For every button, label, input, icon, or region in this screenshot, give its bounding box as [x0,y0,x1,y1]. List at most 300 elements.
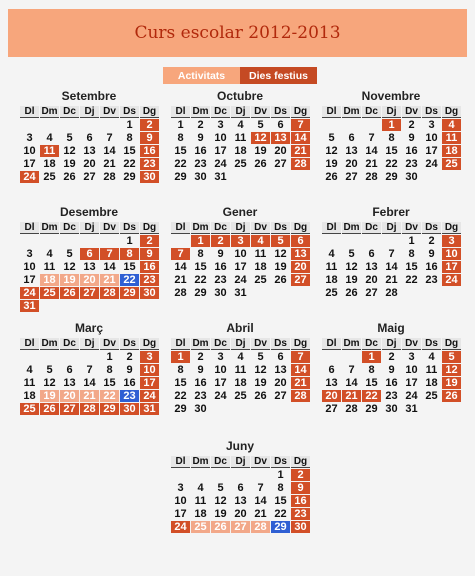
day-cell[interactable]: 1 [408,235,415,247]
day-cell[interactable]: 5 [348,248,355,260]
day-cell[interactable]: 14 [103,261,116,273]
day-cell[interactable]: 12 [345,261,358,273]
day-cell[interactable]: 1 [382,119,401,131]
day-cell[interactable]: 11 [254,248,267,260]
day-cell[interactable]: 24 [234,274,247,286]
day-cell[interactable]: 19 [345,274,358,286]
day-cell[interactable]: 18 [325,274,338,286]
day-cell[interactable]: 15 [174,377,187,389]
day-cell[interactable]: 17 [140,377,159,389]
day-cell[interactable]: 13 [274,364,287,376]
day-cell[interactable]: 20 [234,508,247,520]
day-cell[interactable]: 15 [123,261,136,273]
day-cell[interactable]: 21 [385,274,398,286]
day-cell[interactable]: 7 [257,482,264,494]
day-cell[interactable]: 1 [362,351,381,363]
day-cell[interactable]: 24 [442,274,461,286]
day-cell[interactable]: 5 [328,132,335,144]
day-cell[interactable]: 12 [63,145,76,157]
day-cell[interactable]: 11 [234,364,247,376]
day-cell[interactable]: 12 [254,364,267,376]
day-cell[interactable]: 12 [274,248,287,260]
day-cell[interactable]: 3 [408,351,415,363]
day-cell[interactable]: 20 [365,274,378,286]
day-cell[interactable]: 5 [257,119,264,131]
day-cell[interactable]: 23 [214,274,227,286]
day-cell[interactable]: 16 [194,377,207,389]
day-cell[interactable]: 15 [174,145,187,157]
day-cell[interactable]: 24 [20,287,39,299]
day-cell[interactable]: 28 [174,287,187,299]
day-cell[interactable]: 31 [214,171,227,183]
day-cell[interactable]: 26 [60,287,79,299]
day-cell[interactable]: 29 [120,287,139,299]
day-cell[interactable]: 23 [385,390,398,402]
day-cell[interactable]: 12 [214,495,227,507]
day-cell[interactable]: 25 [254,274,267,286]
day-cell[interactable]: 27 [274,390,287,402]
day-cell[interactable]: 28 [385,287,398,299]
day-cell[interactable]: 18 [194,508,207,520]
day-cell[interactable]: 21 [254,508,267,520]
day-cell[interactable]: 23 [120,390,139,402]
day-cell[interactable]: 21 [80,390,99,402]
day-cell[interactable]: 10 [140,364,159,376]
day-cell[interactable]: 4 [251,235,270,247]
day-cell[interactable]: 26 [63,171,76,183]
day-cell[interactable]: 22 [385,158,398,170]
day-cell[interactable]: 25 [234,390,247,402]
day-cell[interactable]: 5 [442,351,461,363]
day-cell[interactable]: 30 [194,403,207,415]
day-cell[interactable]: 11 [234,132,247,144]
day-cell[interactable]: 2 [388,351,395,363]
day-cell[interactable]: 18 [442,145,461,157]
day-cell[interactable]: 25 [442,158,461,170]
day-cell[interactable]: 29 [271,521,290,533]
day-cell[interactable]: 8 [277,482,284,494]
day-cell[interactable]: 30 [291,521,310,533]
day-cell[interactable]: 17 [405,377,418,389]
day-cell[interactable]: 1 [106,351,113,363]
day-cell[interactable]: 25 [20,403,39,415]
day-cell[interactable]: 19 [442,377,461,389]
day-cell[interactable]: 7 [291,119,310,131]
day-cell[interactable]: 24 [405,390,418,402]
day-cell[interactable]: 14 [103,145,116,157]
day-cell[interactable]: 17 [174,508,187,520]
day-cell[interactable]: 15 [274,495,287,507]
day-cell[interactable]: 10 [214,364,227,376]
day-cell[interactable]: 16 [425,261,438,273]
day-cell[interactable]: 14 [291,364,310,376]
day-cell[interactable]: 14 [291,132,310,144]
day-cell[interactable]: 3 [26,132,33,144]
day-cell[interactable]: 17 [214,377,227,389]
day-cell[interactable]: 8 [106,364,113,376]
day-cell[interactable]: 13 [83,261,96,273]
day-cell[interactable]: 31 [20,300,39,312]
day-cell[interactable]: 9 [388,364,395,376]
day-cell[interactable]: 2 [428,235,435,247]
day-cell[interactable]: 30 [140,287,159,299]
day-cell[interactable]: 26 [254,158,267,170]
day-cell[interactable]: 19 [254,377,267,389]
day-cell[interactable]: 24 [20,171,39,183]
day-cell[interactable]: 11 [40,145,59,157]
day-cell[interactable]: 31 [405,403,418,415]
day-cell[interactable]: 5 [46,364,53,376]
day-cell[interactable]: 4 [237,351,244,363]
day-cell[interactable]: 15 [405,261,418,273]
day-cell[interactable]: 1 [171,351,190,363]
day-cell[interactable]: 16 [405,145,418,157]
day-cell[interactable]: 2 [211,235,230,247]
day-cell[interactable]: 18 [43,158,56,170]
day-cell[interactable]: 9 [428,248,435,260]
day-cell[interactable]: 24 [214,390,227,402]
day-cell[interactable]: 18 [40,274,59,286]
day-cell[interactable]: 14 [83,377,96,389]
day-cell[interactable]: 26 [345,287,358,299]
day-cell[interactable]: 9 [217,248,224,260]
day-cell[interactable]: 9 [140,132,159,144]
day-cell[interactable]: 24 [140,390,159,402]
day-cell[interactable]: 30 [214,287,227,299]
day-cell[interactable]: 25 [325,287,338,299]
day-cell[interactable]: 27 [80,287,99,299]
day-cell[interactable]: 22 [274,508,287,520]
day-cell[interactable]: 26 [442,390,461,402]
day-cell[interactable]: 20 [80,274,99,286]
day-cell[interactable]: 12 [251,132,270,144]
day-cell[interactable]: 10 [405,364,418,376]
day-cell[interactable]: 14 [365,145,378,157]
day-cell[interactable]: 26 [325,171,338,183]
day-cell[interactable]: 21 [174,274,187,286]
day-cell[interactable]: 23 [425,274,438,286]
day-cell[interactable]: 22 [194,274,207,286]
day-cell[interactable]: 27 [345,171,358,183]
day-cell[interactable]: 2 [197,119,204,131]
tab-activitats[interactable]: Activitats [163,67,240,84]
day-cell[interactable]: 5 [66,248,73,260]
day-cell[interactable]: 24 [214,158,227,170]
day-cell[interactable]: 22 [405,274,418,286]
day-cell[interactable]: 21 [291,377,310,389]
day-cell[interactable]: 8 [177,364,184,376]
day-cell[interactable]: 16 [291,495,310,507]
day-cell[interactable]: 9 [126,364,133,376]
day-cell[interactable]: 21 [103,158,116,170]
day-cell[interactable]: 19 [274,261,287,273]
day-cell[interactable]: 28 [103,171,116,183]
day-cell[interactable]: 14 [385,261,398,273]
day-cell[interactable]: 18 [234,377,247,389]
day-cell[interactable]: 11 [442,132,461,144]
day-cell[interactable]: 28 [345,403,358,415]
day-cell[interactable]: 8 [197,248,204,260]
day-cell[interactable]: 13 [325,377,338,389]
day-cell[interactable]: 14 [345,377,358,389]
day-cell[interactable]: 19 [325,158,338,170]
day-cell[interactable]: 31 [140,403,159,415]
day-cell[interactable]: 25 [234,158,247,170]
day-cell[interactable]: 7 [106,132,113,144]
day-cell[interactable]: 8 [388,132,395,144]
day-cell[interactable]: 3 [428,119,435,131]
day-cell[interactable]: 7 [171,248,190,260]
day-cell[interactable]: 22 [174,158,187,170]
day-cell[interactable]: 15 [103,377,116,389]
day-cell[interactable]: 28 [251,521,270,533]
day-cell[interactable]: 30 [120,403,139,415]
day-cell[interactable]: 17 [23,158,36,170]
day-cell[interactable]: 6 [348,132,355,144]
day-cell[interactable]: 29 [123,171,136,183]
day-cell[interactable]: 22 [120,274,139,286]
day-cell[interactable]: 11 [325,261,338,273]
day-cell[interactable]: 13 [83,145,96,157]
day-cell[interactable]: 10 [23,261,36,273]
day-cell[interactable]: 6 [291,235,310,247]
day-cell[interactable]: 2 [408,119,415,131]
day-cell[interactable]: 17 [23,274,36,286]
day-cell[interactable]: 27 [231,521,250,533]
day-cell[interactable]: 14 [254,495,267,507]
day-cell[interactable]: 7 [368,132,375,144]
day-cell[interactable]: 4 [328,248,335,260]
day-cell[interactable]: 10 [23,145,36,157]
day-cell[interactable]: 2 [291,469,310,481]
day-cell[interactable]: 10 [425,132,438,144]
day-cell[interactable]: 27 [365,287,378,299]
day-cell[interactable]: 9 [408,132,415,144]
day-cell[interactable]: 29 [385,171,398,183]
day-cell[interactable]: 4 [442,119,461,131]
day-cell[interactable]: 20 [274,145,287,157]
day-cell[interactable]: 30 [385,403,398,415]
day-cell[interactable]: 11 [23,377,36,389]
day-cell[interactable]: 14 [174,261,187,273]
day-cell[interactable]: 13 [234,495,247,507]
day-cell[interactable]: 28 [291,390,310,402]
day-cell[interactable]: 15 [123,145,136,157]
day-cell[interactable]: 17 [442,261,461,273]
day-cell[interactable]: 1 [126,119,133,131]
day-cell[interactable]: 16 [194,145,207,157]
day-cell[interactable]: 29 [174,403,187,415]
day-cell[interactable]: 13 [271,132,290,144]
day-cell[interactable]: 3 [140,351,159,363]
day-cell[interactable]: 12 [63,261,76,273]
day-cell[interactable]: 24 [425,158,438,170]
day-cell[interactable]: 10 [174,495,187,507]
day-cell[interactable]: 5 [271,235,290,247]
day-cell[interactable]: 25 [43,171,56,183]
day-cell[interactable]: 21 [291,145,310,157]
day-cell[interactable]: 4 [237,119,244,131]
day-cell[interactable]: 13 [365,261,378,273]
day-cell[interactable]: 27 [274,158,287,170]
day-cell[interactable]: 3 [177,482,184,494]
day-cell[interactable]: 16 [385,377,398,389]
day-cell[interactable]: 10 [442,248,461,260]
day-cell[interactable]: 17 [425,145,438,157]
day-cell[interactable]: 28 [100,287,119,299]
day-cell[interactable]: 7 [388,248,395,260]
day-cell[interactable]: 6 [80,248,99,260]
day-cell[interactable]: 21 [365,158,378,170]
day-cell[interactable]: 22 [174,390,187,402]
day-cell[interactable]: 23 [405,158,418,170]
day-cell[interactable]: 6 [277,351,284,363]
day-cell[interactable]: 6 [237,482,244,494]
day-cell[interactable]: 16 [123,377,136,389]
day-cell[interactable]: 19 [214,508,227,520]
day-cell[interactable]: 16 [140,261,159,273]
day-cell[interactable]: 2 [140,235,159,247]
day-cell[interactable]: 22 [100,390,119,402]
day-cell[interactable]: 28 [80,403,99,415]
day-cell[interactable]: 30 [405,171,418,183]
day-cell[interactable]: 8 [408,248,415,260]
day-cell[interactable]: 10 [214,132,227,144]
day-cell[interactable]: 1 [126,235,133,247]
day-cell[interactable]: 9 [291,482,310,494]
day-cell[interactable]: 11 [425,364,438,376]
day-cell[interactable]: 26 [211,521,230,533]
day-cell[interactable]: 2 [126,351,133,363]
day-cell[interactable]: 5 [257,351,264,363]
day-cell[interactable]: 1 [277,469,284,481]
day-cell[interactable]: 8 [177,132,184,144]
day-cell[interactable]: 29 [365,403,378,415]
day-cell[interactable]: 22 [362,390,381,402]
day-cell[interactable]: 23 [140,274,159,286]
day-cell[interactable]: 12 [442,364,461,376]
day-cell[interactable]: 6 [86,132,93,144]
day-cell[interactable]: 8 [126,132,133,144]
day-cell[interactable]: 7 [291,351,310,363]
day-cell[interactable]: 25 [425,390,438,402]
day-cell[interactable]: 6 [277,119,284,131]
day-cell[interactable]: 7 [86,364,93,376]
day-cell[interactable]: 19 [63,158,76,170]
day-cell[interactable]: 24 [171,521,190,533]
day-cell[interactable]: 19 [60,274,79,286]
day-cell[interactable]: 6 [328,364,335,376]
day-cell[interactable]: 29 [174,171,187,183]
day-cell[interactable]: 9 [197,364,204,376]
day-cell[interactable]: 26 [254,390,267,402]
day-cell[interactable]: 1 [191,235,210,247]
day-cell[interactable]: 26 [274,274,287,286]
day-cell[interactable]: 30 [194,171,207,183]
day-cell[interactable]: 3 [231,235,250,247]
day-cell[interactable]: 18 [234,145,247,157]
day-cell[interactable]: 9 [197,132,204,144]
day-cell[interactable]: 3 [442,235,461,247]
day-cell[interactable]: 16 [140,145,159,157]
day-cell[interactable]: 16 [214,261,227,273]
day-cell[interactable]: 25 [40,287,59,299]
day-cell[interactable]: 20 [274,377,287,389]
day-cell[interactable]: 27 [291,274,310,286]
day-cell[interactable]: 22 [123,158,136,170]
day-cell[interactable]: 25 [191,521,210,533]
day-cell[interactable]: 26 [40,403,59,415]
day-cell[interactable]: 31 [234,287,247,299]
day-cell[interactable]: 27 [60,403,79,415]
day-cell[interactable]: 23 [140,158,159,170]
day-cell[interactable]: 8 [368,364,375,376]
day-cell[interactable]: 19 [40,390,59,402]
day-cell[interactable]: 6 [66,364,73,376]
day-cell[interactable]: 17 [214,145,227,157]
day-cell[interactable]: 23 [194,390,207,402]
day-cell[interactable]: 18 [425,377,438,389]
day-cell[interactable]: 20 [291,261,310,273]
day-cell[interactable]: 27 [83,171,96,183]
day-cell[interactable]: 12 [325,145,338,157]
day-cell[interactable]: 11 [194,495,207,507]
day-cell[interactable]: 4 [428,351,435,363]
day-cell[interactable]: 23 [194,158,207,170]
day-cell[interactable]: 4 [197,482,204,494]
day-cell[interactable]: 6 [368,248,375,260]
day-cell[interactable]: 4 [26,364,33,376]
day-cell[interactable]: 10 [234,248,247,260]
day-cell[interactable]: 15 [194,261,207,273]
day-cell[interactable]: 8 [120,248,139,260]
day-cell[interactable]: 23 [291,508,310,520]
day-cell[interactable]: 1 [177,119,184,131]
day-cell[interactable]: 5 [66,132,73,144]
day-cell[interactable]: 4 [46,248,53,260]
day-cell[interactable]: 2 [140,119,159,131]
day-cell[interactable]: 3 [26,248,33,260]
day-cell[interactable]: 15 [385,145,398,157]
day-cell[interactable]: 13 [345,145,358,157]
day-cell[interactable]: 15 [365,377,378,389]
day-cell[interactable]: 30 [140,171,159,183]
day-cell[interactable]: 4 [46,132,53,144]
day-cell[interactable]: 5 [217,482,224,494]
day-cell[interactable]: 9 [140,248,159,260]
day-cell[interactable]: 20 [60,390,79,402]
day-cell[interactable]: 18 [23,390,36,402]
day-cell[interactable]: 21 [342,390,361,402]
day-cell[interactable]: 18 [254,261,267,273]
day-cell[interactable]: 20 [345,158,358,170]
tab-dies-festius[interactable]: Dies festius [240,67,317,84]
day-cell[interactable]: 3 [217,119,224,131]
day-cell[interactable]: 13 [63,377,76,389]
day-cell[interactable]: 7 [100,248,119,260]
day-cell[interactable]: 17 [234,261,247,273]
day-cell[interactable]: 12 [43,377,56,389]
day-cell[interactable]: 20 [83,158,96,170]
day-cell[interactable]: 11 [43,261,56,273]
day-cell[interactable]: 13 [291,248,310,260]
day-cell[interactable]: 29 [100,403,119,415]
day-cell[interactable]: 29 [194,287,207,299]
day-cell[interactable]: 19 [254,145,267,157]
day-cell[interactable]: 27 [325,403,338,415]
day-cell[interactable]: 28 [365,171,378,183]
day-cell[interactable]: 2 [197,351,204,363]
